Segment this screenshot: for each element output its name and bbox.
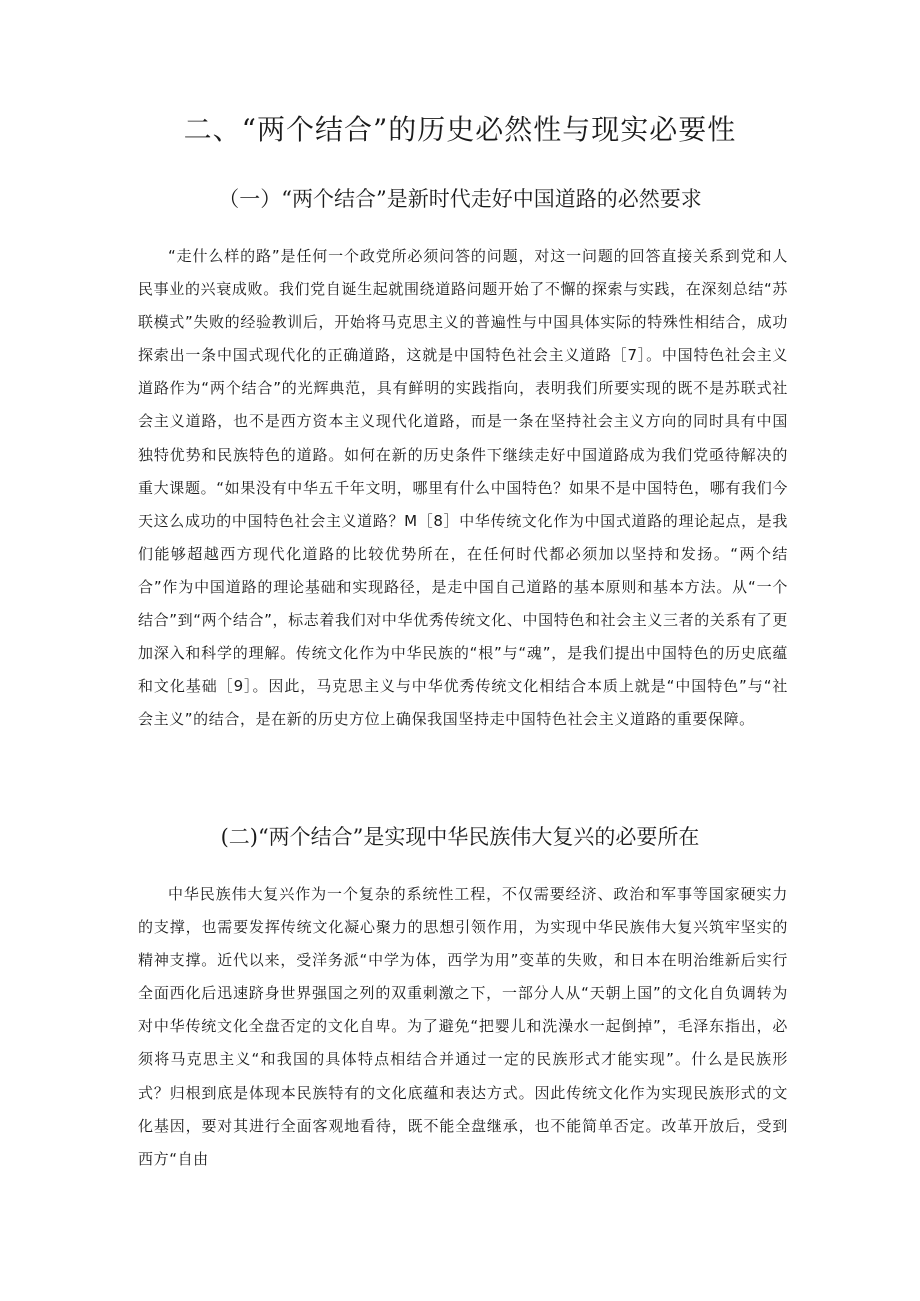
section-2-paragraph: 中华民族伟大复兴作为一个复杂的系统性工程，不仅需要经济、政治和军事等国家硬实力的支撑，也需要发挥传统文化凝心聚力的思想引领作用，为实现中华民族伟大复兴筑牢坚实的精神支撑。近代以来，受洋务派“中学为体，西学为用”变革的失败，和日本在明治维新后实行全面西化后迅速跻身世界强国之列的双重刺激之下，一部分人从“天朝上国”的文化自负调转为对中华传统文化全盘否定的文化自卑。为了避免“把婴儿和洗澡水一起倒掉”，毛泽东指出，必须将马克思主义“和我国的具体特点相结合并通过一定的民族形式才能实现”。什么是民族形式？归根到底是体现本民族特有的文化底蕴和表达方式。因此传统文化作为实现民族形式的文化基因，要对其进行全面客观地看待，既不能全盘继承，也不能简单否定。改革开放后，受到西方“自由 [138, 885, 788, 1168]
section-1-heading: （一）“两个结合”是新时代走好中国道路的必然要求 [218, 187, 702, 211]
page-title: 二、“两个结合”的历史必然性与现实必要性 [183, 113, 737, 146]
section-1-paragraph: “走什么样的路”是任何一个政党所必须问答的问题，对这一问题的回答直接关系到党和人民事业的兴衰成败。我们党自诞生起就围绕道路问题开始了不懈的探索与实践，在深刻总结“苏联模式”失败的经验教训后，开始将马克思主义的普遍性与中国具体实际的特殊性相结合，成功探索出一条中国式现代化的正确道路，这就是中国特色社会主义道路［7］。中国特色社会主义道路作为“两个结合”的光辉典范，具有鲜明的实践指向，表明我们所要实现的既不是苏联式社会主义道路，也不是西方资本主义现代化道路，而是一条在坚持社会主义方向的同时具有中国独特优势和民族特色的道路。如何在新的历史条件下继续走好中国道路成为我们党亟待解决的重大课题。“如果没有中华五千年文明，哪里有什么中国特色？如果不是中国特色，哪有我们今天这么成功的中国特色社会主义道路？M［8］中华传统文化作为中国式道路的理论起点，是我们能够超越西方现代化道路的比较优势所在，在任何时代都必须加以坚持和发扬。“两个结合”作为中国道路的理论基础和实现路径，是走中国自己道路的基本原则和基本方法。从“一个结合”到“两个结合”，标志着我们对中华优秀传统文化、中国特色和社会主义三者的关系有了更加深入和科学的理解。传统文化作为中华民族的“根”与“魂”，是我们提出中国特色的历史底蕴和文化基础［9］。因此，马克思主义与中华优秀传统文化相结合本质上就是“中国特色”与“社会主义”的结合，是在新的历史方位上确保我国坚持走中国特色社会主义道路的重要保障。 [138, 247, 788, 729]
section-2-heading: (二)“两个结合”是实现中华民族伟大复兴的必要所在 [220, 825, 700, 849]
